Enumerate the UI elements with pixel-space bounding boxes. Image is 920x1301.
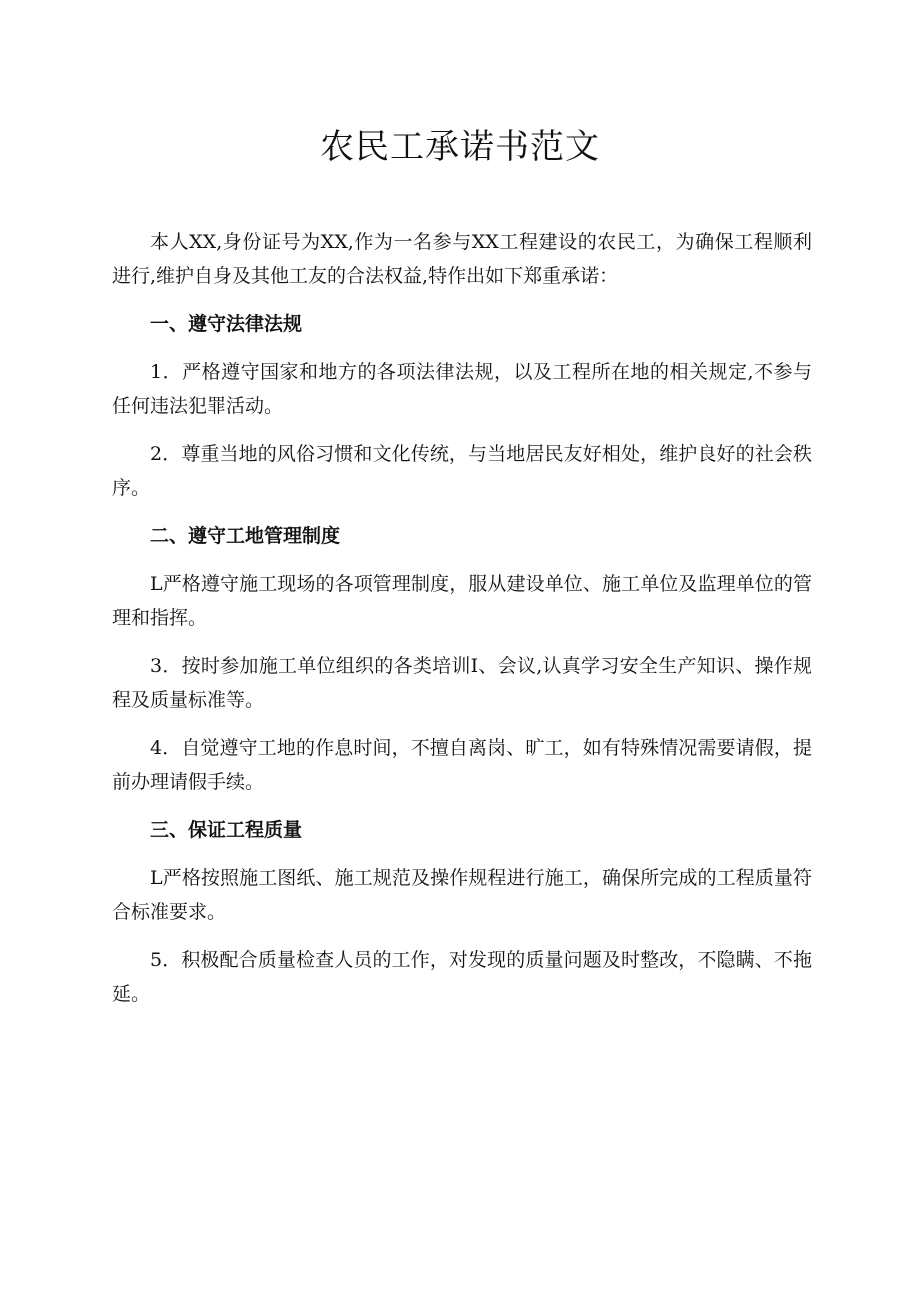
section-item: 2．尊重当地的风俗习惯和文化传统，与当地居民友好相处，维护良好的社会秩序。 bbox=[112, 443, 812, 499]
section-heading: 三、保证工程质量 bbox=[150, 819, 303, 841]
section-3 bbox=[112, 813, 812, 1011]
section-item: 5．积极配合质量检查人员的工作，对发现的质量问题及时整改，不隐瞒、不拖延。 bbox=[112, 949, 812, 1005]
section-item: 1．严格遵守国家和地方的各项法律法规，以及工程所在地的相关规定,不参与任何违法犯罪活动。 bbox=[112, 361, 812, 417]
section-heading: 一、遵守法律法规 bbox=[150, 313, 303, 335]
document-title: 农民工承诺书范文 bbox=[320, 127, 600, 167]
section-item: 3．按时参加施工单位组织的各类培训I、会议,认真学习安全生产知识、操作规程及质量标准等。 bbox=[112, 655, 812, 711]
section-item: L严格按照施工图纸、施工规范及操作规程进行施工，确保所完成的工程质量符合标准要求。 bbox=[112, 867, 812, 923]
section-2 bbox=[112, 519, 812, 799]
section-item: L严格遵守施工现场的各项管理制度，服从建设单位、施工单位及监理单位的管理和指挥。 bbox=[112, 573, 812, 629]
section-1 bbox=[112, 307, 812, 505]
document-body bbox=[112, 225, 812, 1025]
section-item: 4．自觉遵守工地的作息时间，不擅自离岗、旷工，如有特殊情况需要请假，提前办理请假手续。 bbox=[112, 737, 812, 793]
intro-paragraph: 本人XX,身份证号为XX,作为一名参与XX工程建设的农民工，为确保工程顺利进行,维护自身及其他工友的合法权益,特作出如下郑重承诺： bbox=[112, 231, 812, 287]
section-heading: 二、遵守工地管理制度 bbox=[150, 525, 341, 547]
